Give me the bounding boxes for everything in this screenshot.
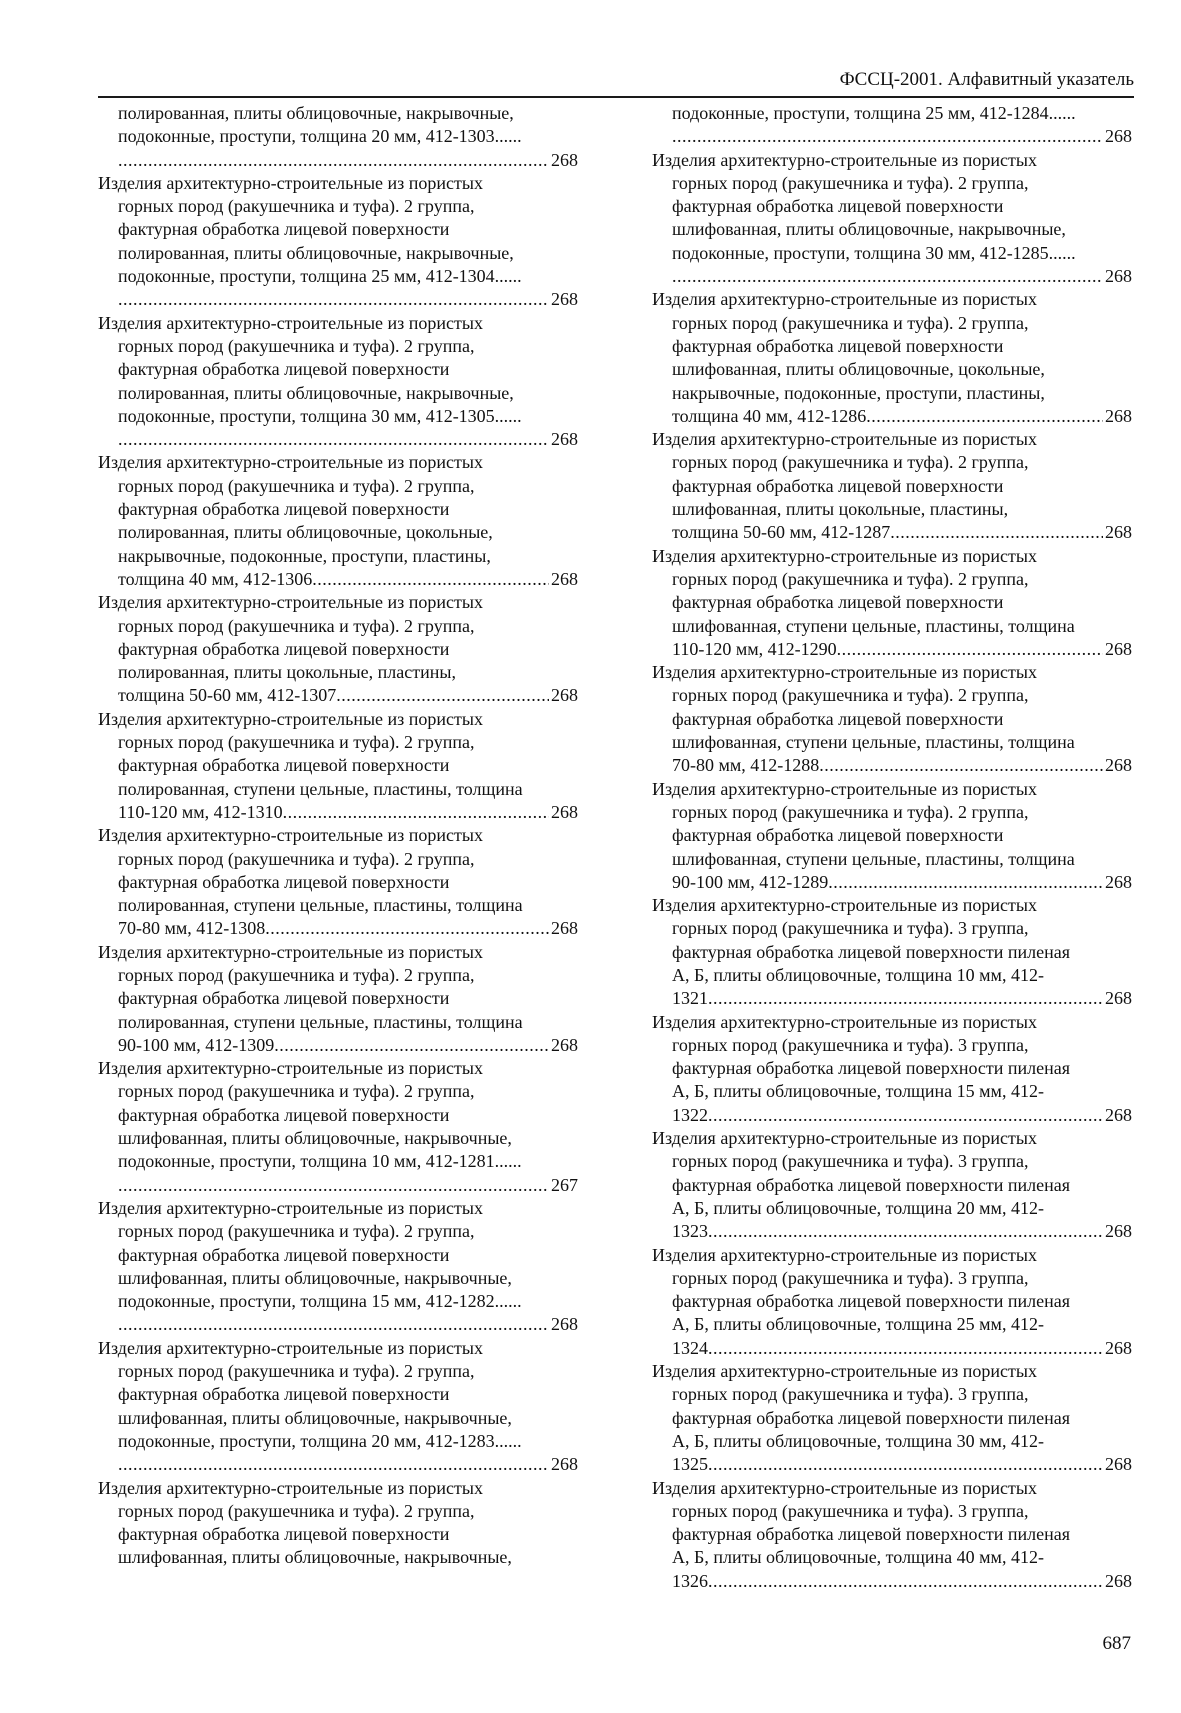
index-entry xyxy=(98,1337,578,1477)
leader-dots xyxy=(866,405,1103,428)
page-reference: 268 xyxy=(551,149,578,170)
entry-line: фактурная обработка лицевой поверхности пиленая xyxy=(672,1058,1071,1079)
page-reference: 268 xyxy=(1105,1454,1132,1475)
entry-text: 90-100 мм, 412-1289 xyxy=(672,871,829,892)
page-reference: 268 xyxy=(551,568,578,589)
entry-line: шлифованная, плиты облицовочные, накрывочные, xyxy=(118,1267,512,1288)
entry-line: подоконные, проступи, толщина 15 мм, 412-1282...... xyxy=(118,1291,522,1312)
entry-line: фактурная обработка лицевой поверхности xyxy=(672,592,1004,613)
entry-text: толщина 40 мм, 412-1306 xyxy=(118,568,313,589)
entry-line: фактурная обработка лицевой поверхности xyxy=(672,475,1004,496)
entry-line xyxy=(652,987,1132,1010)
page-reference: 268 xyxy=(551,429,578,450)
page-reference: 268 xyxy=(1105,1337,1132,1358)
page-header xyxy=(98,68,1134,98)
entry-line: фактурная обработка лицевой поверхности xyxy=(118,1104,450,1125)
entry-line: горных пород (ракушечника и туфа). 3 группа, xyxy=(672,1267,1029,1288)
entry-line: полированная, плиты облицовочные, цокольные, xyxy=(118,522,493,543)
entry-line: А, Б, плиты облицовочные, толщина 15 мм, 412- xyxy=(672,1081,1044,1102)
index-entry xyxy=(652,1244,1132,1360)
entry-line xyxy=(98,1174,578,1197)
index-entry xyxy=(652,894,1132,1010)
entry-line xyxy=(652,405,1132,428)
index-entry xyxy=(652,1477,1132,1593)
entry-line: шлифованная, ступени цельные, пластины, толщина xyxy=(672,732,1075,753)
leader-dots xyxy=(312,568,549,591)
index-entry xyxy=(652,778,1132,894)
entry-line: Изделия архитектурно-строительные из пористых xyxy=(98,312,483,333)
leader-dots xyxy=(890,521,1103,544)
entry-line: шлифованная, ступени цельные, пластины, толщина xyxy=(672,848,1075,869)
index-entry xyxy=(98,172,578,312)
entry-text: толщина 40 мм, 412-1286 xyxy=(672,405,867,426)
page-reference: 268 xyxy=(1105,266,1132,287)
entry-line: горных пород (ракушечника и туфа). 2 группа, xyxy=(118,964,475,985)
entry-line: фактурная обработка лицевой поверхности xyxy=(118,1524,450,1545)
entry-line: фактурная обработка лицевой поверхности xyxy=(118,871,450,892)
entry-line: подоконные, проступи, толщина 25 мм, 412-1284...... xyxy=(672,103,1076,123)
entry-line: фактурная обработка лицевой поверхности пиленая xyxy=(672,941,1071,962)
index-entry xyxy=(652,661,1132,777)
entry-line xyxy=(652,1337,1132,1360)
index-entry xyxy=(98,591,578,707)
entry-line: Изделия архитектурно-строительные из пористых xyxy=(98,592,483,613)
index-entry xyxy=(98,941,578,1057)
entry-line: горных пород (ракушечника и туфа). 2 группа, xyxy=(118,335,475,356)
leader-dots xyxy=(837,638,1103,661)
entry-line: подоконные, проступи, толщина 30 мм, 412-1285...... xyxy=(672,242,1076,263)
page-reference: 268 xyxy=(1105,126,1132,147)
entry-line: Изделия архитектурно-строительные из пористых xyxy=(652,1361,1037,1382)
leader-dots xyxy=(118,288,549,311)
entry-text: 1323 xyxy=(672,1221,708,1242)
entry-line: полированная, плиты облицовочные, накрывочные, xyxy=(118,382,514,403)
entry-line: горных пород (ракушечника и туфа). 2 группа, xyxy=(672,312,1029,333)
index-entry xyxy=(98,312,578,452)
entry-line: подоконные, проступи, толщина 25 мм, 412-1304...... xyxy=(118,266,522,287)
page-reference: 268 xyxy=(551,685,578,706)
entry-line: шлифованная, ступени цельные, пластины, толщина xyxy=(672,615,1075,636)
entry-line xyxy=(98,149,578,172)
index-entry xyxy=(652,1127,1132,1243)
entry-line: шлифованная, плиты облицовочные, цокольные, xyxy=(672,359,1045,380)
entry-line: фактурная обработка лицевой поверхности xyxy=(672,335,1004,356)
page-reference: 268 xyxy=(551,1454,578,1475)
entry-line: полированная, ступени цельные, пластины, толщина xyxy=(118,1011,523,1032)
leader-dots xyxy=(265,917,549,940)
entry-line: горных пород (ракушечника и туфа). 2 группа, xyxy=(118,732,475,753)
entry-line: фактурная обработка лицевой поверхности xyxy=(118,359,450,380)
entry-line: Изделия архитектурно-строительные из пористых xyxy=(652,662,1037,683)
entry-text: 1326 xyxy=(672,1570,708,1591)
entry-line xyxy=(98,428,578,451)
entry-text: толщина 50-60 мм, 412-1287 xyxy=(672,522,891,543)
page-number: 687 xyxy=(1102,1633,1131,1654)
entry-line xyxy=(98,1034,578,1057)
entry-line xyxy=(652,1104,1132,1127)
index-entry xyxy=(652,149,1132,289)
entry-line: Изделия архитектурно-строительные из пористых xyxy=(98,1197,483,1218)
leader-dots xyxy=(336,684,549,707)
entry-line: Изделия архитектурно-строительные из пористых xyxy=(652,289,1037,310)
entry-line: Изделия архитектурно-строительные из пористых xyxy=(652,429,1037,450)
entry-text: 1322 xyxy=(672,1104,708,1125)
entry-text: 1321 xyxy=(672,988,708,1009)
entry-line xyxy=(98,1313,578,1336)
leader-dots xyxy=(708,1453,1103,1476)
entry-line: полированная, плиты облицовочные, накрывочные, xyxy=(118,242,514,263)
entry-line: Изделия архитектурно-строительные из пористых xyxy=(652,1011,1037,1032)
entry-line xyxy=(98,288,578,311)
index-entry xyxy=(98,1057,578,1197)
entry-line: подоконные, проступи, толщина 20 мм, 412-1303...... xyxy=(118,126,522,147)
leader-dots xyxy=(708,1104,1103,1127)
entry-line: фактурная обработка лицевой поверхности xyxy=(118,1244,450,1265)
page-reference: 268 xyxy=(1105,1221,1132,1242)
entry-line xyxy=(98,1453,578,1476)
leader-dots xyxy=(828,871,1103,894)
entry-line: фактурная обработка лицевой поверхности xyxy=(672,196,1004,217)
entry-line: фактурная обработка лицевой поверхности xyxy=(118,499,450,520)
entry-text: 1325 xyxy=(672,1454,708,1475)
entry-text: 70-80 мм, 412-1308 xyxy=(118,918,266,939)
entry-line xyxy=(98,568,578,591)
entry-text: 70-80 мм, 412-1288 xyxy=(672,755,820,776)
entry-line: горных пород (ракушечника и туфа). 2 группа, xyxy=(118,615,475,636)
entry-line: фактурная обработка лицевой поверхности xyxy=(672,825,1004,846)
entry-line: накрывочные, подоконные, проступи, пластины, xyxy=(118,545,491,566)
entry-line xyxy=(98,684,578,707)
leader-dots xyxy=(708,987,1103,1010)
entry-line: Изделия архитектурно-строительные из пористых xyxy=(652,778,1037,799)
entry-line: фактурная обработка лицевой поверхности пиленая xyxy=(672,1291,1071,1312)
entry-line: горных пород (ракушечника и туфа). 3 группа, xyxy=(672,1034,1029,1055)
right-column xyxy=(652,102,1132,1593)
entry-line: подоконные, проступи, толщина 20 мм, 412-1283...... xyxy=(118,1430,522,1451)
entry-line xyxy=(652,754,1132,777)
entry-line xyxy=(652,521,1132,544)
leader-dots xyxy=(118,149,549,172)
entry-line: Изделия архитектурно-строительные из пористых xyxy=(98,1058,483,1079)
entry-line: А, Б, плиты облицовочные, толщина 40 мм, 412- xyxy=(672,1547,1044,1568)
entry-line: горных пород (ракушечника и туфа). 3 группа, xyxy=(672,1151,1029,1172)
index-entry xyxy=(652,428,1132,544)
leader-dots xyxy=(118,428,549,451)
page-reference: 268 xyxy=(551,801,578,822)
index-entry xyxy=(98,451,578,591)
entry-line: А, Б, плиты облицовочные, толщина 25 мм, 412- xyxy=(672,1314,1044,1335)
page-reference: 268 xyxy=(1105,522,1132,543)
entry-line: горных пород (ракушечника и туфа). 2 группа, xyxy=(118,848,475,869)
entry-line: Изделия архитектурно-строительные из пористых xyxy=(98,941,483,962)
entry-line: Изделия архитектурно-строительные из пористых xyxy=(652,1244,1037,1265)
entry-line: горных пород (ракушечника и туфа). 3 группа, xyxy=(672,1384,1029,1405)
header-title: ФССЦ-2001. Алфавитный указатель xyxy=(839,69,1134,90)
entry-line: фактурная обработка лицевой поверхности xyxy=(118,1384,450,1405)
entry-text: 90-100 мм, 412-1309 xyxy=(118,1034,275,1055)
entry-line: полированная, плиты цокольные, пластины, xyxy=(118,662,456,683)
index-entry xyxy=(98,708,578,824)
entry-line xyxy=(652,871,1132,894)
entry-line: накрывочные, подоконные, проступи, пластины, xyxy=(672,382,1045,403)
entry-line: шлифованная, плиты цокольные, пластины, xyxy=(672,499,1009,520)
leader-dots xyxy=(118,1313,549,1336)
index-entry xyxy=(98,1197,578,1337)
page-reference: 268 xyxy=(551,1314,578,1335)
entry-line xyxy=(652,1453,1132,1476)
page-reference: 268 xyxy=(1105,1570,1132,1591)
entry-line: фактурная обработка лицевой поверхности пиленая xyxy=(672,1174,1071,1195)
entry-line: фактурная обработка лицевой поверхности пиленая xyxy=(672,1407,1071,1428)
entry-line: Изделия архитектурно-строительные из пористых xyxy=(98,452,483,473)
entry-line: фактурная обработка лицевой поверхности xyxy=(118,755,450,776)
entry-text: 110-120 мм, 412-1310 xyxy=(118,801,283,822)
entry-line: горных пород (ракушечника и туфа). 2 группа, xyxy=(672,452,1029,473)
page-reference: 268 xyxy=(551,918,578,939)
entry-line: Изделия архитектурно-строительные из пористых xyxy=(98,708,483,729)
entry-line xyxy=(652,125,1132,148)
left-column xyxy=(98,102,578,1570)
index-entry xyxy=(652,1360,1132,1476)
entry-line: горных пород (ракушечника и туфа). 2 группа, xyxy=(118,475,475,496)
entry-line: Изделия архитектурно-строительные из пористых xyxy=(98,1337,483,1358)
index-entry xyxy=(652,102,1132,149)
entry-line: Изделия архитектурно-строительные из пористых xyxy=(98,825,483,846)
page-reference: 268 xyxy=(1105,988,1132,1009)
entry-line: А, Б, плиты облицовочные, толщина 10 мм, 412- xyxy=(672,964,1044,985)
entry-line: горных пород (ракушечника и туфа). 2 группа, xyxy=(118,196,475,217)
entry-line: шлифованная, плиты облицовочные, накрывочные, xyxy=(118,1128,512,1149)
entry-line: Изделия архитектурно-строительные из пористых xyxy=(652,149,1037,170)
index-entry xyxy=(652,545,1132,661)
page-reference: 268 xyxy=(551,289,578,310)
entry-line: фактурная обработка лицевой поверхности xyxy=(118,988,450,1009)
entry-line: Изделия архитектурно-строительные из пористых xyxy=(652,1128,1037,1149)
leader-dots xyxy=(708,1570,1103,1593)
index-entry xyxy=(98,102,578,172)
entry-line: Изделия архитектурно-строительные из пористых xyxy=(652,545,1037,566)
entry-line: горных пород (ракушечника и туфа). 2 группа, xyxy=(672,568,1029,589)
entry-line: горных пород (ракушечника и туфа). 2 группа, xyxy=(118,1500,475,1521)
entry-line xyxy=(652,265,1132,288)
page-reference: 267 xyxy=(551,1174,578,1195)
page-reference: 268 xyxy=(1105,871,1132,892)
entry-line: подоконные, проступи, толщина 10 мм, 412-1281...... xyxy=(118,1151,522,1172)
entry-line: Изделия архитектурно-строительные из пористых xyxy=(652,1477,1037,1498)
entry-text: 110-120 мм, 412-1290 xyxy=(672,638,837,659)
entry-line: горных пород (ракушечника и туфа). 2 группа, xyxy=(118,1081,475,1102)
leader-dots xyxy=(283,801,549,824)
entry-line: полированная, ступени цельные, пластины, толщина xyxy=(118,778,523,799)
index-entry xyxy=(98,1477,578,1570)
entry-line xyxy=(98,801,578,824)
entry-text: 1324 xyxy=(672,1337,708,1358)
index-entry xyxy=(652,288,1132,428)
entry-line: полированная, плиты облицовочные, накрывочные, xyxy=(118,103,514,123)
page-reference: 268 xyxy=(1105,638,1132,659)
entry-line: А, Б, плиты облицовочные, толщина 30 мм, 412- xyxy=(672,1430,1044,1451)
entry-line: горных пород (ракушечника и туфа). 2 группа, xyxy=(672,172,1029,193)
page-reference: 268 xyxy=(1105,405,1132,426)
entry-line xyxy=(652,1570,1132,1593)
page-reference: 268 xyxy=(1105,1104,1132,1125)
leader-dots xyxy=(274,1034,549,1057)
entry-line: горных пород (ракушечника и туфа). 3 группа, xyxy=(672,1500,1029,1521)
entry-line: Изделия архитектурно-строительные из пористых xyxy=(98,172,483,193)
index-entry xyxy=(98,824,578,940)
index-entry xyxy=(652,1011,1132,1127)
entry-text: толщина 50-60 мм, 412-1307 xyxy=(118,685,337,706)
entry-line: горных пород (ракушечника и туфа). 2 группа, xyxy=(672,801,1029,822)
leader-dots xyxy=(708,1220,1103,1243)
entry-line: Изделия архитектурно-строительные из пористых xyxy=(98,1477,483,1498)
entry-line: горных пород (ракушечника и туфа). 2 группа, xyxy=(118,1361,475,1382)
leader-dots xyxy=(118,1174,549,1197)
entry-line: горных пород (ракушечника и туфа). 2 группа, xyxy=(672,685,1029,706)
entry-line: Изделия архитектурно-строительные из пористых xyxy=(652,895,1037,916)
entry-line xyxy=(652,638,1132,661)
entry-line: шлифованная, плиты облицовочные, накрывочные, xyxy=(118,1547,512,1568)
entry-line: фактурная обработка лицевой поверхности xyxy=(118,219,450,240)
entry-line xyxy=(98,917,578,940)
entry-line: горных пород (ракушечника и туфа). 3 группа, xyxy=(672,918,1029,939)
leader-dots xyxy=(672,125,1103,148)
page-reference: 268 xyxy=(551,1034,578,1055)
entry-line xyxy=(652,1220,1132,1243)
leader-dots xyxy=(118,1453,549,1476)
entry-line: горных пород (ракушечника и туфа). 2 группа, xyxy=(118,1221,475,1242)
leader-dots xyxy=(708,1337,1103,1360)
entry-line: шлифованная, плиты облицовочные, накрывочные, xyxy=(118,1407,512,1428)
entry-line: подоконные, проступи, толщина 30 мм, 412-1305...... xyxy=(118,405,522,426)
leader-dots xyxy=(819,754,1103,777)
entry-line: фактурная обработка лицевой поверхности xyxy=(118,638,450,659)
entry-line: фактурная обработка лицевой поверхности пиленая xyxy=(672,1524,1071,1545)
entry-line: полированная, ступени цельные, пластины, толщина xyxy=(118,895,523,916)
entry-line: А, Б, плиты облицовочные, толщина 20 мм, 412- xyxy=(672,1197,1044,1218)
entry-line: фактурная обработка лицевой поверхности xyxy=(672,708,1004,729)
page-reference: 268 xyxy=(1105,755,1132,776)
leader-dots xyxy=(672,265,1103,288)
entry-line: шлифованная, плиты облицовочные, накрывочные, xyxy=(672,219,1066,240)
